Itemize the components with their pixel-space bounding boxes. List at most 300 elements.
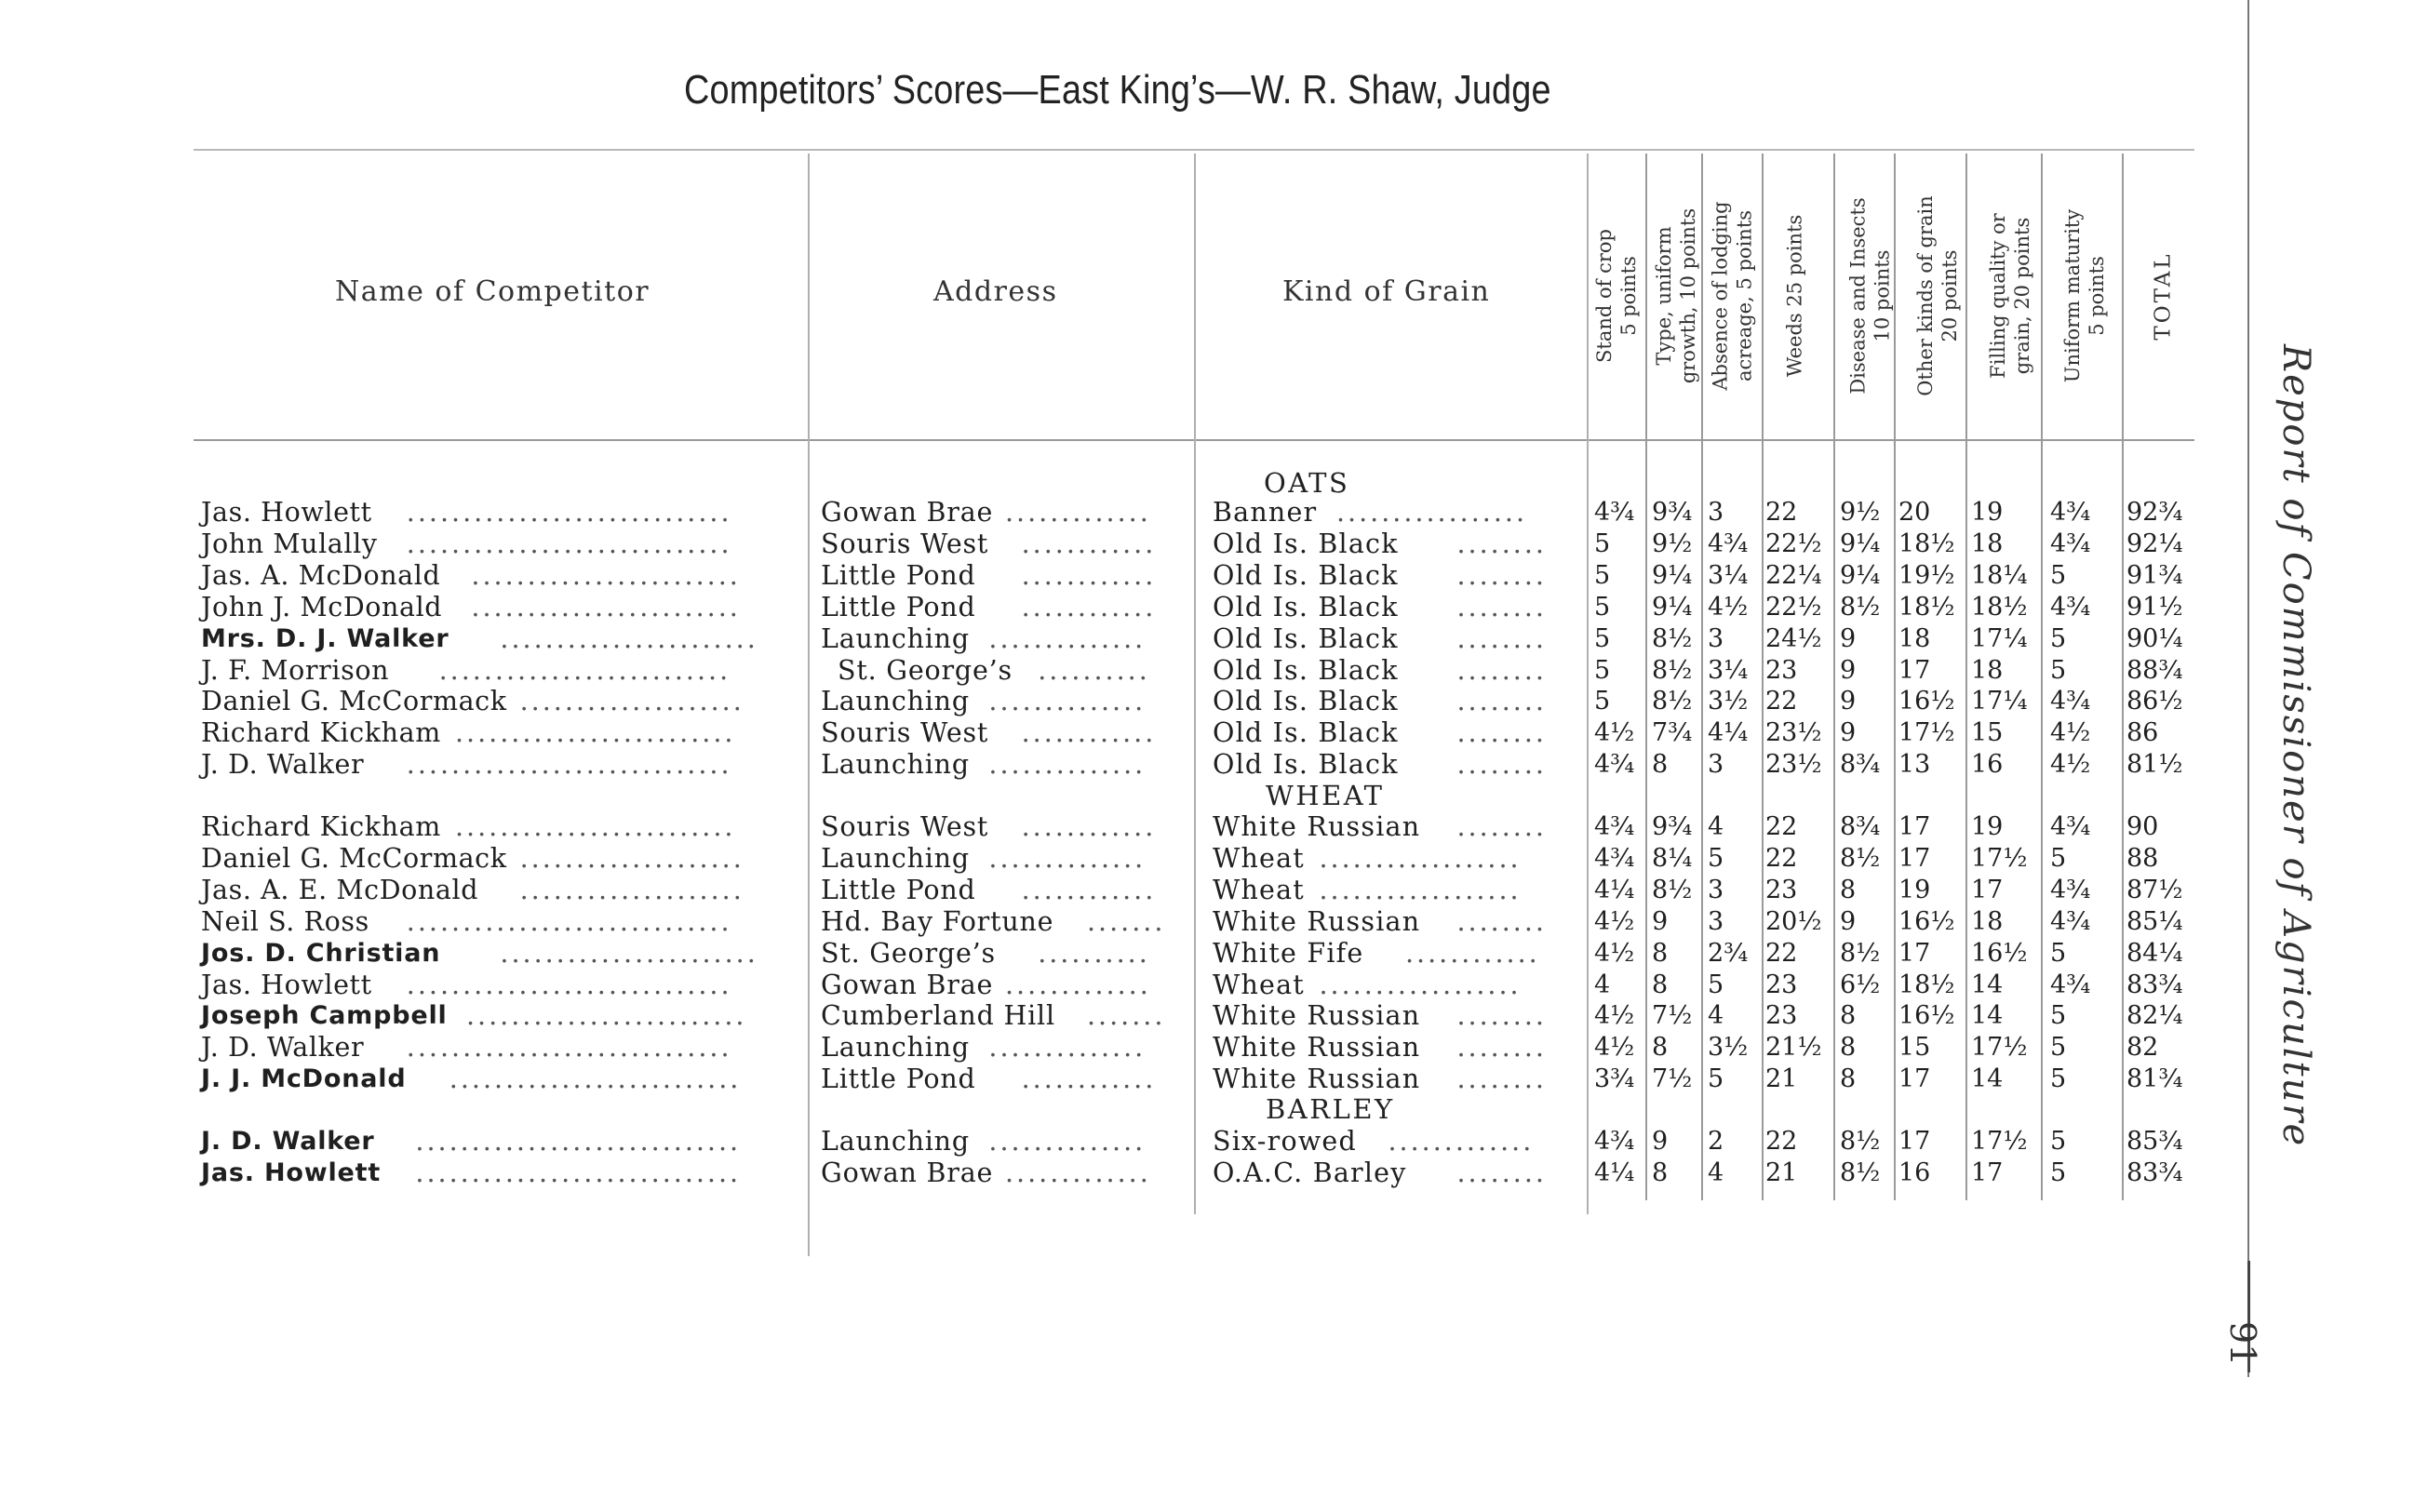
score-cell: 17¼: [1971, 623, 2028, 653]
score-cell: 4½: [1594, 938, 1635, 968]
score-header: [1910, 156, 1965, 435]
column-rule: [2122, 154, 2124, 1200]
column-rule: [2041, 154, 2043, 1200]
score-cell: 9: [1652, 1127, 1669, 1156]
score-cell: 14: [1971, 970, 2004, 999]
score-cell: 90¼: [2126, 623, 2183, 653]
running-head-text: Report of Commissioner of Agriculture: [2274, 344, 2317, 1148]
score-cell: 4¼: [1594, 1157, 1635, 1187]
competitor-name: Richard Kickham: [201, 717, 441, 749]
score-cell: 16½: [1971, 938, 2028, 968]
score-cell: 8½: [1840, 1127, 1881, 1156]
score-cell: 8: [1840, 1064, 1857, 1094]
score-cell: 4¾: [1594, 750, 1635, 780]
score-cell: 8: [1652, 1157, 1669, 1187]
score-cell: 5: [2050, 560, 2067, 590]
score-cell: 20: [1898, 498, 1931, 527]
score-cell: 4¾: [1708, 529, 1749, 558]
section-label: OATS: [1264, 467, 1350, 499]
score-cell: 5: [2050, 843, 2067, 873]
score-cell: 9½: [1652, 529, 1693, 558]
score-cell: 8½: [1652, 875, 1693, 904]
score-cell: 8½: [1652, 623, 1693, 653]
score-cell: 15: [1971, 718, 2004, 748]
leader-dots: .......................: [500, 937, 758, 969]
leader-dots: ............: [1021, 1064, 1157, 1095]
leader-dots: ............: [1021, 717, 1157, 749]
score-cell: 84¼: [2126, 938, 2183, 968]
score-cell: 4½: [2050, 750, 2091, 780]
score-header-line2: 5 points: [1617, 256, 1640, 336]
leader-dots: ........: [1456, 1157, 1547, 1188]
score-cell: 8¼: [1652, 843, 1693, 873]
leader-dots: .............................: [406, 528, 732, 559]
leader-dots: ..................: [1319, 874, 1522, 905]
score-header-line1: Absence of lodging: [1710, 201, 1733, 391]
score-cell: 2: [1708, 1127, 1724, 1156]
score-cell: 7¾: [1652, 718, 1693, 748]
competitor-address: Gowan Brae: [821, 969, 994, 1000]
score-cell: 16½: [1898, 906, 1955, 936]
competitor-name: J. D. Walker: [201, 749, 365, 781]
score-cell: 3¼: [1708, 655, 1749, 685]
score-cell: 9¼: [1840, 560, 1881, 590]
leader-dots: ........: [1456, 591, 1547, 622]
score-cell: 88: [2126, 843, 2159, 873]
score-cell: 8: [1840, 1001, 1857, 1031]
score-cell: 82: [2126, 1033, 2159, 1063]
score-cell: 14: [1971, 1001, 2004, 1031]
score-cell: 8: [1840, 875, 1857, 904]
score-cell: 83¾: [2126, 970, 2183, 999]
grain-kind: White Russian: [1213, 905, 1421, 937]
score-cell: 14: [1971, 1064, 2004, 1094]
leader-dots: .............: [1005, 1157, 1151, 1188]
grain-kind: Six-rowed: [1213, 1126, 1357, 1157]
leader-dots: ..........................: [438, 654, 731, 686]
score-cell: 8½: [1840, 1157, 1881, 1187]
competitor-address: Little Pond: [821, 1064, 976, 1095]
score-cell: 5: [1708, 970, 1724, 999]
leader-dots: ..........: [1038, 654, 1150, 686]
leader-dots: ....................: [519, 874, 744, 905]
leader-dots: .............................: [406, 497, 732, 528]
score-cell: 4½: [1594, 1001, 1635, 1031]
competitor-address: Launching: [821, 1126, 970, 1157]
score-cell: 17: [1898, 1064, 1931, 1094]
score-cell: 91¾: [2126, 560, 2183, 590]
grain-kind: Wheat: [1213, 874, 1305, 905]
score-cell: 9: [1840, 718, 1857, 748]
score-cell: 4¾: [1594, 812, 1635, 841]
score-cell: 5: [1594, 655, 1611, 685]
score-header-line2: 10 points: [1871, 249, 1895, 342]
header-top-rule: [194, 149, 2194, 151]
score-cell: 17: [1898, 812, 1931, 841]
score-cell: 9¼: [1652, 560, 1693, 590]
score-cell: 4¼: [1708, 718, 1749, 748]
score-header-text: [1592, 229, 1641, 363]
leader-dots: .............: [1388, 1126, 1535, 1157]
score-header-line2: grain, 20 points: [2011, 217, 2034, 375]
competitor-address: Souris West: [821, 528, 989, 559]
score-cell: 5: [2050, 938, 2067, 968]
leader-dots: ..............: [988, 622, 1147, 654]
leader-dots: ............: [1021, 811, 1157, 842]
score-cell: 22: [1765, 812, 1798, 841]
score-cell: 85¼: [2126, 906, 2183, 936]
competitor-name: Jas. A. E. McDonald: [201, 874, 479, 905]
score-cell: 82¼: [2126, 1001, 2183, 1031]
competitor-name: Daniel G. McCormack: [201, 842, 507, 874]
grain-kind: White Russian: [1213, 811, 1421, 842]
score-cell: 5: [1594, 623, 1611, 653]
score-header: [1648, 156, 1704, 435]
score-cell: 4¾: [2050, 592, 2091, 622]
score-cell: 5: [1594, 592, 1611, 622]
score-cell: 4: [1708, 812, 1724, 841]
grain-kind: Banner: [1213, 497, 1318, 528]
leader-dots: .........................: [455, 811, 736, 842]
leader-dots: ........: [1456, 622, 1547, 654]
score-cell: 23: [1765, 970, 1798, 999]
score-cell: 17: [1971, 875, 2004, 904]
score-cell: 83¾: [2126, 1157, 2183, 1187]
score-cell: 8½: [1652, 687, 1693, 716]
score-cell: 17½: [1971, 1033, 2028, 1063]
competitor-address: Launching: [821, 842, 970, 874]
grain-kind: White Russian: [1213, 1064, 1421, 1095]
leader-dots: ........: [1456, 528, 1547, 559]
score-cell: 17: [1971, 1157, 2004, 1187]
section-label: WHEAT: [1266, 780, 1385, 811]
score-header: [1843, 156, 1898, 435]
grain-kind: White Russian: [1213, 1032, 1421, 1064]
score-cell: 2¾: [1708, 938, 1749, 968]
competitor-name: Richard Kickham: [201, 811, 441, 842]
leader-dots: .............: [1005, 969, 1151, 1000]
leader-dots: .................: [1336, 497, 1528, 528]
leader-dots: ........................: [471, 591, 741, 622]
score-header-text: [1846, 197, 1895, 394]
leader-dots: ..............: [988, 686, 1147, 717]
score-cell: 16½: [1898, 1001, 1955, 1031]
score-header-line1: TOTAL: [2152, 251, 2177, 341]
score-cell: 9: [1652, 906, 1669, 936]
score-cell: 21: [1765, 1064, 1798, 1094]
score-cell: 4¾: [2050, 970, 2091, 999]
score-cell: 9: [1840, 687, 1857, 716]
leader-dots: ........: [1456, 559, 1547, 591]
score-cell: 4¾: [1594, 498, 1635, 527]
score-cell: 22½: [1765, 529, 1822, 558]
score-cell: 4: [1594, 970, 1611, 999]
grain-kind: Old Is. Black: [1213, 622, 1399, 654]
column-rule: [1965, 154, 1967, 1200]
score-cell: 18: [1898, 623, 1931, 653]
score-cell: 81¾: [2126, 1064, 2183, 1094]
score-cell: 4¾: [2050, 812, 2091, 841]
score-cell: 8: [1840, 1033, 1857, 1063]
competitor-address: Souris West: [821, 811, 989, 842]
header-grain: Kind of Grain: [1282, 275, 1491, 308]
header-name: Name of Competitor: [335, 275, 651, 308]
score-cell: 22½: [1765, 592, 1822, 622]
column-rule: [1762, 154, 1764, 1200]
score-header-line1: Weeds 25 points: [1783, 214, 1805, 378]
score-cell: 92¾: [2126, 498, 2183, 527]
score-cell: 22: [1765, 687, 1798, 716]
score-cell: 4¼: [1594, 875, 1635, 904]
score-cell: 19½: [1898, 560, 1955, 590]
score-cell: 18½: [1898, 592, 1955, 622]
competitor-name: Daniel G. McCormack: [201, 686, 507, 717]
leader-dots: ..........: [1038, 937, 1150, 969]
score-cell: 92¼: [2126, 529, 2183, 558]
competitor-address: St. George’s: [821, 937, 996, 969]
score-header-line2: acreage, 5 points: [1734, 209, 1757, 382]
leader-dots: ............: [1021, 559, 1157, 591]
score-cell: 85¾: [2126, 1127, 2183, 1156]
competitor-address: Launching: [821, 1032, 970, 1064]
competitor-address: St. George’s: [838, 654, 1013, 686]
score-cell: 4½: [1594, 718, 1635, 748]
page-number: 91: [2222, 1321, 2263, 1367]
leader-dots: ........: [1456, 1032, 1547, 1064]
competitor-address: Cumberland Hill: [821, 1000, 1055, 1032]
score-header: [2057, 156, 2113, 435]
score-cell: 6½: [1840, 970, 1881, 999]
score-cell: 86: [2126, 718, 2159, 748]
score-header-text: [2152, 251, 2176, 340]
score-cell: 17: [1898, 655, 1931, 685]
score-cell: 23½: [1765, 718, 1822, 748]
competitor-address: Little Pond: [821, 591, 976, 622]
competitor-address: Launching: [821, 622, 970, 654]
score-header-text: [2060, 209, 2109, 382]
score-header-text: [1782, 215, 1806, 378]
score-cell: 9: [1840, 906, 1857, 936]
grain-kind: O.A.C. Barley: [1213, 1157, 1407, 1188]
page-title: Competitors’ Scores—East King’s—W. R. Shaw, Judge: [684, 67, 1551, 113]
score-header-line2: 20 points: [1938, 249, 1961, 342]
competitor-address: Gowan Brae: [821, 1157, 994, 1188]
competitor-name: J. D. Walker: [201, 1127, 375, 1156]
score-header: [1766, 156, 1822, 435]
grain-kind: Old Is. Black: [1213, 717, 1399, 749]
grain-kind: Old Is. Black: [1213, 749, 1399, 781]
score-cell: 91½: [2126, 592, 2183, 622]
score-cell: 18: [1971, 529, 2004, 558]
score-cell: 8¾: [1840, 750, 1881, 780]
column-rule: [1833, 154, 1835, 1200]
competitor-address: Little Pond: [821, 874, 976, 905]
grain-kind: Old Is. Black: [1213, 591, 1399, 622]
score-header-line1: Type, uniform: [1653, 226, 1676, 366]
score-cell: 4½: [1708, 592, 1749, 622]
score-cell: 9: [1840, 655, 1857, 685]
leader-dots: ........: [1456, 1000, 1547, 1032]
score-cell: 21½: [1765, 1033, 1822, 1063]
score-cell: 9¼: [1652, 592, 1693, 622]
column-rule: [1645, 154, 1647, 1200]
score-cell: 19: [1898, 875, 1931, 904]
score-cell: 13: [1898, 750, 1931, 780]
score-cell: 88¾: [2126, 655, 2183, 685]
column-rule: [1194, 154, 1196, 1214]
score-header-text: [1913, 195, 1962, 396]
score-cell: 86½: [2126, 687, 2183, 716]
score-cell: 5: [2050, 1001, 2067, 1031]
score-cell: 3: [1708, 498, 1724, 527]
score-cell: 4: [1708, 1157, 1724, 1187]
competitor-address: Souris West: [821, 717, 989, 749]
score-cell: 17½: [1898, 718, 1955, 748]
score-cell: 18½: [1971, 592, 2028, 622]
score-cell: 18½: [1898, 970, 1955, 999]
competitor-name: Jas. Howlett: [201, 497, 372, 528]
leader-dots: ........: [1456, 686, 1547, 717]
leader-dots: ....................: [519, 842, 744, 874]
competitor-name: Jas. Howlett: [201, 969, 372, 1000]
score-cell: 9: [1840, 623, 1857, 653]
competitor-name: Jos. D. Christian: [201, 938, 441, 968]
score-cell: 4½: [2050, 718, 2091, 748]
grain-kind: Old Is. Black: [1213, 559, 1399, 591]
competitor-address: Little Pond: [821, 559, 976, 591]
competitor-name: Mrs. D. J. Walker: [201, 623, 449, 653]
competitor-address: Hd. Bay Fortune: [821, 905, 1054, 937]
leader-dots: ............: [1021, 874, 1157, 905]
score-cell: 4¾: [1594, 1127, 1635, 1156]
leader-dots: ..............: [988, 842, 1147, 874]
score-cell: 22: [1765, 1127, 1798, 1156]
score-cell: 9½: [1840, 498, 1881, 527]
score-cell: 17½: [1971, 1127, 2028, 1156]
score-cell: 18¼: [1971, 560, 2028, 590]
score-cell: 16: [1898, 1157, 1931, 1187]
leader-dots: ............: [1021, 591, 1157, 622]
leader-dots: .........................: [466, 1000, 747, 1032]
leader-dots: .......: [1087, 1000, 1166, 1032]
column-rule: [1587, 154, 1589, 1214]
score-cell: 3¾: [1594, 1064, 1635, 1094]
competitor-name: Joseph Campbell: [201, 1001, 448, 1031]
score-cell: 9¼: [1840, 529, 1881, 558]
leader-dots: ............: [1021, 528, 1157, 559]
score-cell: 4¾: [2050, 687, 2091, 716]
competitor-name: Jas. Howlett: [201, 1157, 382, 1187]
score-cell: 5: [2050, 1033, 2067, 1063]
score-cell: 8: [1652, 750, 1669, 780]
score-cell: 87½: [2126, 875, 2183, 904]
score-cell: 8½: [1652, 655, 1693, 685]
score-cell: 3½: [1708, 687, 1749, 716]
leader-dots: .............................: [415, 1126, 742, 1157]
score-cell: 5: [2050, 1064, 2067, 1094]
score-cell: 17¼: [1971, 687, 2028, 716]
header-address: Address: [933, 275, 1058, 308]
score-cell: 4¾: [2050, 498, 2091, 527]
score-cell: 7½: [1652, 1064, 1693, 1094]
leader-dots: .............................: [406, 969, 732, 1000]
leader-dots: ........: [1456, 654, 1547, 686]
score-cell: 5: [1594, 529, 1611, 558]
score-header-line1: Filling quality or: [1987, 213, 2010, 379]
score-cell: 5: [2050, 623, 2067, 653]
score-cell: 8: [1652, 1033, 1669, 1063]
score-cell: 18½: [1898, 529, 1955, 558]
score-header: [1589, 156, 1644, 435]
score-cell: 20½: [1765, 906, 1822, 936]
score-cell: 8½: [1840, 592, 1881, 622]
score-cell: 19: [1971, 812, 2004, 841]
leader-dots: ........: [1456, 749, 1547, 781]
score-cell: 4: [1708, 1001, 1724, 1031]
leader-dots: ........: [1456, 905, 1547, 937]
leader-dots: .........................: [455, 717, 736, 749]
leader-dots: .............................: [406, 905, 732, 937]
score-cell: 22: [1765, 938, 1798, 968]
score-cell: 9¾: [1652, 812, 1693, 841]
score-cell: 5: [1708, 1064, 1724, 1094]
grain-kind: White Fife: [1213, 937, 1364, 969]
score-cell: 17½: [1971, 843, 2028, 873]
grain-kind: Old Is. Black: [1213, 654, 1399, 686]
score-cell: 23: [1765, 875, 1798, 904]
grain-kind: Wheat: [1213, 969, 1305, 1000]
score-header-text: [1986, 213, 2034, 379]
score-cell: 8½: [1840, 843, 1881, 873]
score-header-text: [1709, 201, 1757, 390]
competitor-address: Launching: [821, 686, 970, 717]
competitor-name: Jas. A. McDonald: [201, 559, 441, 591]
score-header: [1705, 156, 1761, 435]
score-cell: 24½: [1765, 623, 1822, 653]
score-header-line1: Stand of crop: [1593, 229, 1616, 363]
score-header: [2136, 156, 2192, 435]
leader-dots: ..................: [1319, 969, 1522, 1000]
competitor-address: Launching: [821, 749, 970, 781]
grain-kind: Old Is. Black: [1213, 686, 1399, 717]
score-cell: 19: [1971, 498, 2004, 527]
score-cell: 4½: [1594, 1033, 1635, 1063]
score-cell: 23: [1765, 1001, 1798, 1031]
score-cell: 8½: [1840, 938, 1881, 968]
score-header-line1: Other kinds of grain: [1914, 195, 1937, 396]
column-rule: [808, 154, 810, 1256]
score-cell: 17: [1898, 843, 1931, 873]
leader-dots: .......: [1087, 905, 1166, 937]
competitor-name: Neil S. Ross: [201, 905, 369, 937]
score-cell: 8: [1652, 970, 1669, 999]
score-cell: 18: [1971, 906, 2004, 936]
leader-dots: .............................: [406, 1032, 732, 1064]
score-cell: 23: [1765, 655, 1798, 685]
score-header: [1982, 156, 2038, 435]
column-rule: [1701, 154, 1703, 1200]
page-edge-rule: [2247, 0, 2249, 1377]
leader-dots: .......................: [500, 622, 758, 654]
section-label: BARLEY: [1266, 1093, 1395, 1125]
score-cell: 3: [1708, 750, 1724, 780]
score-cell: 3: [1708, 623, 1724, 653]
score-cell: 17: [1898, 938, 1931, 968]
score-cell: 5: [1594, 560, 1611, 590]
score-cell: 4¾: [1594, 843, 1635, 873]
score-cell: 22: [1765, 498, 1798, 527]
score-cell: 22¼: [1765, 560, 1822, 590]
